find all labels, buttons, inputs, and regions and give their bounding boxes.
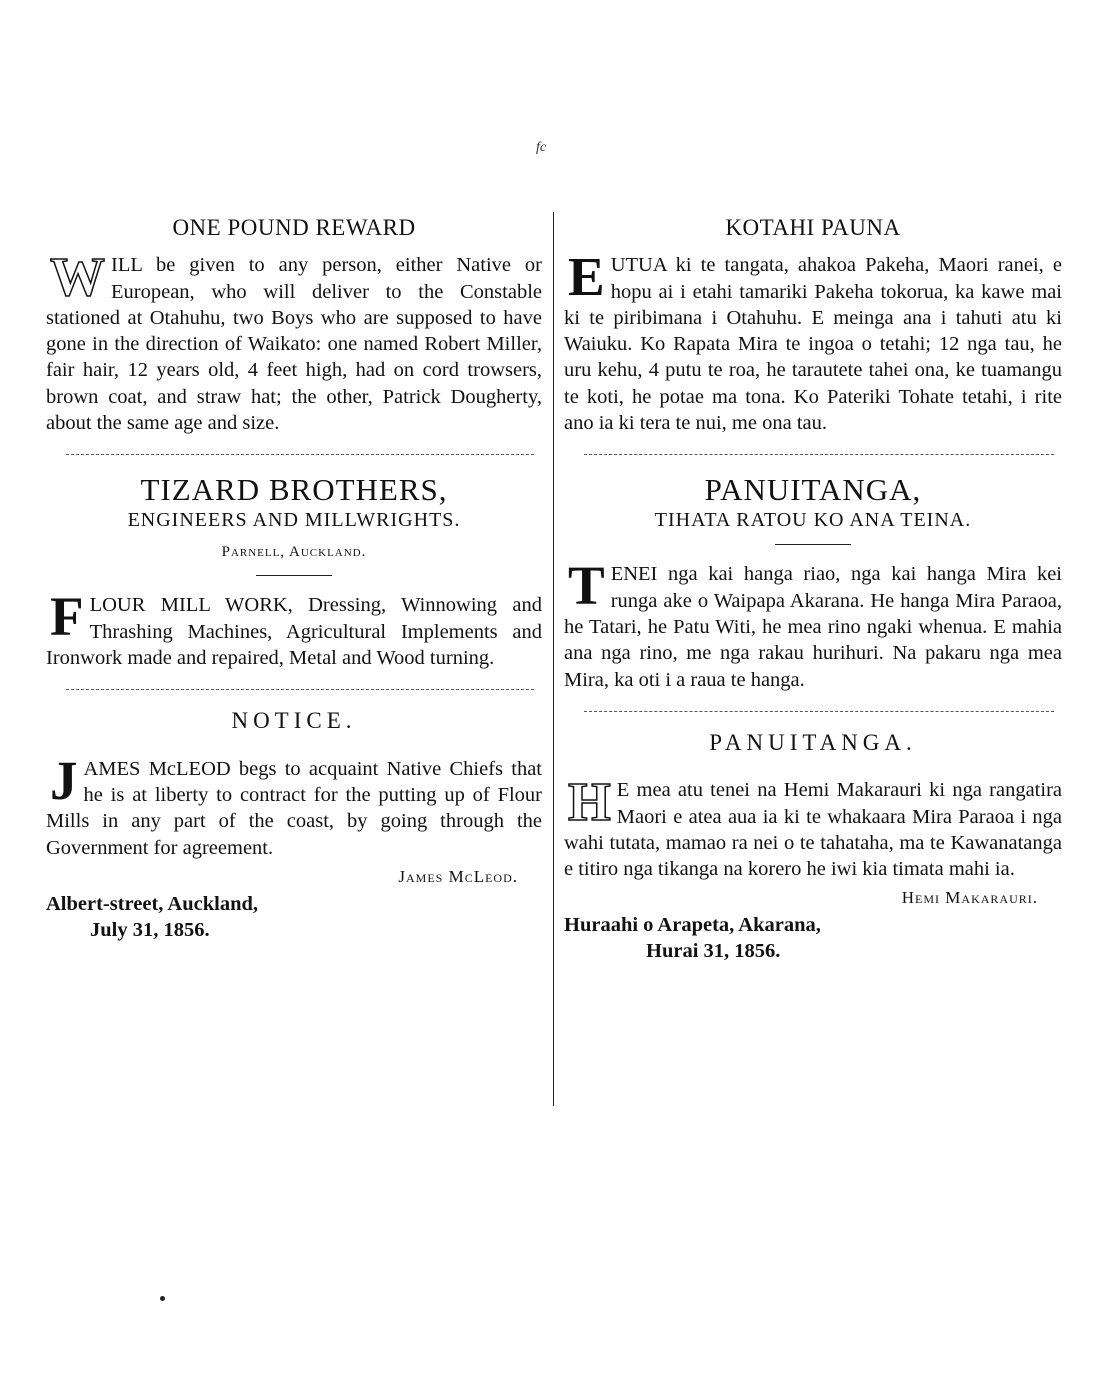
reward-dropcap: W <box>50 246 105 308</box>
tizard-subtitle: ENGINEERS AND MILLWRIGHTS. <box>127 509 461 532</box>
section-divider <box>584 454 1054 455</box>
tizard-dropcap: F <box>50 586 84 648</box>
right-column <box>564 215 1062 964</box>
notice-text: AMES McLEOD begs to acquaint Native Chiefs that he is at liberty to contract for the putting up of Flour Mills in any part of the coast, by going through the Government for agreement. <box>46 757 542 859</box>
panuitanga-dropcap: T <box>568 555 605 617</box>
pauna-text: UTUA ki te tangata, ahakoa Pakeha, Maori ranei, e hopu ai i etahi tamariki Pakeha tokorua, ka kawe mai ki te piribimana i Otahuhu. E meinga ana i tahuti atu ki Waiuku. Ko Rapata Mira te ingoa o tetahi; 12 nga tau, he uru kehu, 4 putu te roa, he tarautete tahei ona, ke tuamangu te koti, he potae ma tona. Ko Pateriki Tohate tetahi, i rite ano ia ki tera te nui, me ona tau. <box>564 254 1062 435</box>
reward-title: ONE POUND REWARD <box>172 215 416 240</box>
notice-date: July 31, 1856. <box>90 918 210 941</box>
column-divider <box>553 212 554 1106</box>
notice-place: Albert-street, Auckland, <box>46 892 259 915</box>
notice-body <box>46 749 542 861</box>
panuitanga2-place-date <box>564 912 1062 964</box>
panuitanga-title: PANUITANGA, <box>704 472 922 508</box>
tizard-location: Parnell, Auckland. <box>221 544 367 561</box>
panuitanga-makarauri <box>564 730 1062 964</box>
panuitanga2-text: E mea atu tenei na Hemi Makarauri ki nga rangatira Maori e atea aua ia ki te whakaara Mira Paraoa i nga wahi tutata, mamao ra nei o te tahataha, ma te Kawanatanga e titiro nga tikanga na korero he iwi kia timata mahi ia. <box>564 779 1062 881</box>
notice-title: NOTICE. <box>231 708 357 734</box>
reward-body <box>46 246 542 436</box>
notice-dropcap: J <box>50 749 78 811</box>
reward-text: ILL be given to any person, either Native or European, who will deliver to the Constable stationed at Otahuhu, two Boys who are supposed to have gone in the direction of Waikato: one named Robert Miller, fair hair, 12 years old, 4 feet high, had on cord trowsers, brown coat, and straw hat; the other, Patrick Dougherty, about the same age and size. <box>46 254 542 435</box>
panuitanga2-title: PANUITANGA. <box>709 729 917 755</box>
panuitanga2-place: Huraahi o Arapeta, Akarana, <box>564 914 821 937</box>
panuitanga-tihata <box>564 473 1062 693</box>
pauna-notice <box>564 215 1062 436</box>
page-mark: fc <box>536 140 547 155</box>
tizard-advert <box>46 473 542 671</box>
notice-place-date <box>46 891 542 943</box>
tizard-title: TIZARD BROTHERS, <box>140 472 448 508</box>
section-divider <box>66 689 534 690</box>
short-divider <box>775 544 851 545</box>
ink-dot <box>160 1296 165 1301</box>
panuitanga2-body <box>564 771 1062 882</box>
mcleod-notice <box>46 708 542 942</box>
tizard-text: LOUR MILL WORK, Dressing, Winnowing and Thrashing Machines, Agricultural Implements and Ironwork made and repaired, Metal and Wood turning. <box>46 594 542 670</box>
panuitanga-text: ENEI nga kai hanga riao, nga kai hanga Mira kei runga ake o Waipapa Akarana. He hanga Mira Paraoa, he Tatari, he Patu Witi, he mea rino ngaki whenua. E mahia ana nga rino, me nga rakau hurihuri. Na pakaru nga mea Mira, ka oti i a raua te hanga. <box>564 563 1062 691</box>
pauna-dropcap: E <box>568 246 605 308</box>
tizard-body <box>46 586 542 671</box>
panuitanga2-dropcap: H <box>568 771 611 833</box>
pauna-body <box>564 246 1062 436</box>
pauna-title: KOTAHI PAUNA <box>725 215 901 240</box>
reward-notice <box>46 215 542 436</box>
short-divider <box>256 575 332 576</box>
notice-signature: James McLeod. <box>398 866 518 886</box>
panuitanga-subtitle: TIHATA RATOU KO ANA TEINA. <box>654 509 972 532</box>
panuitanga-body <box>564 555 1062 692</box>
panuitanga2-date: Hurai 31, 1856. <box>646 940 781 963</box>
left-column <box>46 215 542 943</box>
section-divider <box>66 454 534 455</box>
panuitanga2-signature: Hemi Makarauri. <box>901 888 1038 908</box>
section-divider <box>584 711 1054 712</box>
